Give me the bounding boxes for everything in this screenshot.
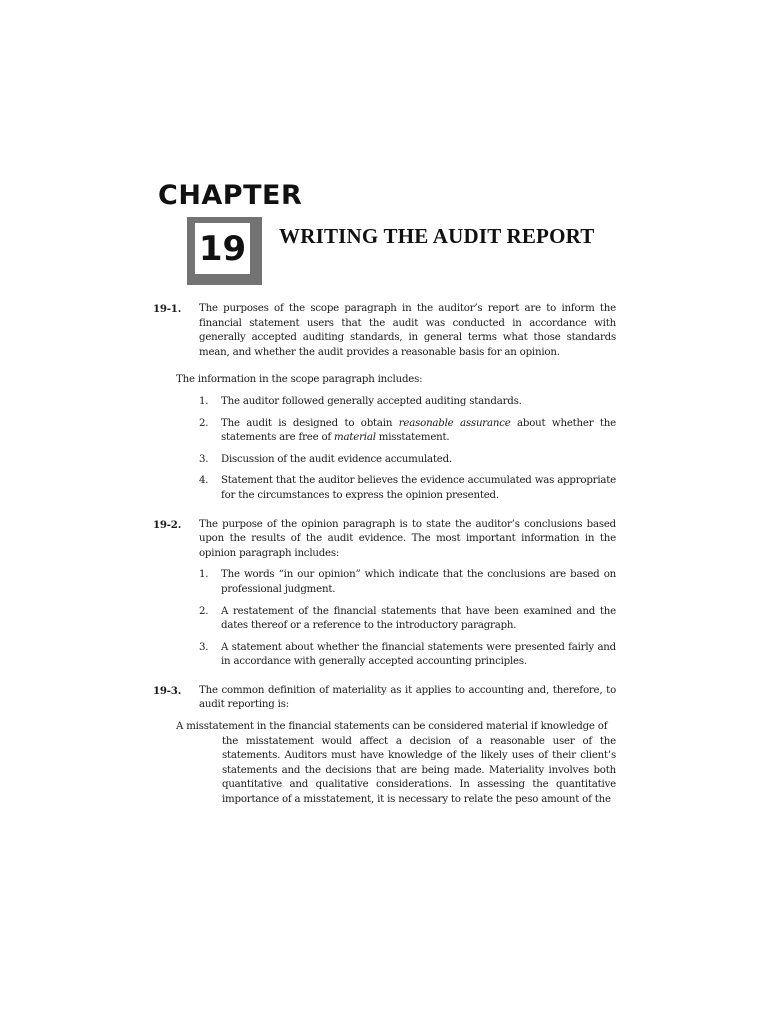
item-text: Statement that the auditor believes the evidence accumulated was appropriate for the circumstances to express the opinion presented. [221, 475, 616, 501]
chapter-label: CHAPTER [158, 180, 303, 211]
emphasis-text: reasonable assurance [398, 417, 511, 429]
list-item [199, 568, 616, 597]
answer-text: The purpose of the opinion paragraph is to state the auditor’s conclusions based upon the results of the audit evidence. The most important information in the opinion paragraph includes: [199, 518, 616, 559]
question-number: 19-2. [153, 518, 182, 531]
question-19-3 [153, 684, 616, 713]
item-number: 1. [199, 395, 209, 407]
list-intro: The information in the scope paragraph includes: [176, 374, 423, 386]
question-19-2 [153, 518, 616, 562]
item-text-part: about whether the statements are free of [221, 417, 616, 444]
materiality-definition-first-line: A misstatement in the financial statements can be considered material if knowledge of [176, 721, 608, 733]
chapter-number: 19 [195, 223, 250, 274]
chapter-title: WRITING THE AUDIT REPORT [279, 224, 595, 248]
answer-text: The common definition of materiality as it applies to accounting and, therefore, to audit reporting is: [199, 684, 616, 711]
list-item [199, 605, 616, 634]
question-19-1 [153, 302, 616, 360]
chapter-number-box [187, 217, 262, 285]
list-item [199, 417, 616, 446]
item-text [221, 418, 616, 444]
item-text: The words “in our opinion” which indicate that the conclusions are based on professional judgment. [221, 569, 616, 595]
item-number: 1. [199, 569, 209, 581]
item-number: 4. [199, 475, 209, 487]
item-number: 2. [199, 417, 209, 429]
item-number: 3. [199, 641, 209, 653]
question-number: 19-3. [153, 684, 182, 697]
materiality-definition-body: the misstatement would affect a decision of a reasonable user of the statements. Auditors must have knowledge of the likely uses of their client’s statements and the decisions that are being made. Materiality involves both quantitative and qualitative considerations. In assessing the quantitative importance of a misstatement, it is necessary to relate the peso amount of the [222, 735, 616, 806]
item-text-part: misstatement. [375, 432, 450, 444]
opinion-info-list [199, 568, 616, 670]
item-text: A restatement of the financial statements that have been examined and the dates thereof or a reference to the introductory paragraph. [221, 605, 616, 632]
item-text: A statement about whether the financial statements were presented fairly and in accordance with generally accepted accounting principles. [221, 641, 616, 668]
question-number: 19-1. [153, 303, 182, 315]
item-text: Discussion of the audit evidence accumulated. [221, 453, 452, 465]
emphasis-text: material [334, 432, 376, 444]
scope-info-list [199, 395, 616, 504]
answer-text: The purposes of the scope paragraph in the auditor’s report are to inform the financial statement users that the audit was conducted in accordance with generally accepted auditing standards, in general terms what those standards mean, and whether the audit provides a reasonable basis for an opinion. [199, 303, 616, 358]
item-text: The auditor followed generally accepted auditing standards. [221, 395, 522, 407]
list-item [199, 453, 616, 468]
list-item [199, 395, 616, 410]
item-text-part: The audit is designed to obtain [221, 417, 399, 429]
list-item [199, 474, 616, 503]
item-number: 2. [199, 605, 209, 617]
item-number: 3. [199, 453, 209, 465]
chapter-content [153, 302, 616, 808]
list-item [199, 641, 616, 670]
